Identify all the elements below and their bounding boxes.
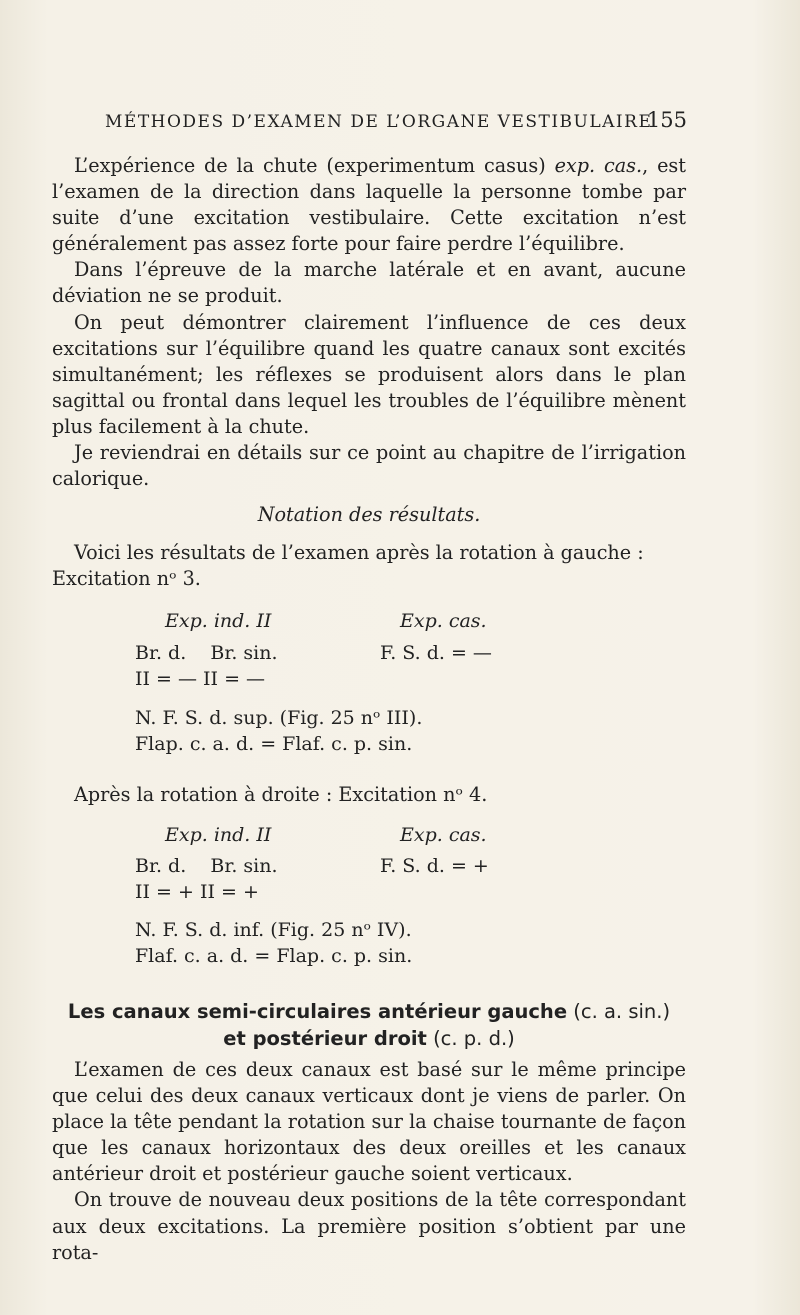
paragraph: L’expérience de la chute (experimentum casus) exp. cas., est l’examen de la direction dans laquelle la personne tombe par suite d’une excitation vestibulaire. Cette excitation n’est généralement pas assez forte pour faire perdre l’équilibre. xyxy=(52,154,686,256)
paragraph: On trouve de nouveau deux positions de la tête correspondant aux deux excitations. La première position s’obtient par une rota- xyxy=(52,1188,686,1264)
results-intro-line: Voici les résultats de l’examen après la rotation à gauche : xyxy=(74,541,644,564)
formula-row: II = — II = — xyxy=(135,668,266,690)
formula-line: Flap. c. a. d. = Flaf. c. p. sin. xyxy=(135,733,413,755)
results-right-line: Après la rotation à droite : Excitation nᵒ 4. xyxy=(74,783,488,806)
formula-head-right: Exp. cas. xyxy=(400,824,487,846)
notation-heading: Notation des résultats. xyxy=(257,503,481,526)
formula-head-left: Exp. ind. II xyxy=(165,610,272,632)
section-heading-line2: et postérieur droit (c. p. d.) xyxy=(223,1027,515,1050)
running-header xyxy=(105,108,687,132)
formula-row: F. S. d. = + xyxy=(380,855,489,877)
formula-head-right: Exp. cas. xyxy=(400,610,487,632)
results-intro xyxy=(52,540,686,592)
running-title: MÉTHODES D’EXAMEN DE L’ORGANE VESTIBULAIRE xyxy=(105,112,653,132)
formula-line: N. F. S. d. sup. (Fig. 25 nᵒ III). xyxy=(135,707,423,729)
formula-row: Br. d. Br. sin. xyxy=(135,855,278,877)
paragraph: Dans l’épreuve de la marche latérale et en avant, aucune déviation ne se produit. xyxy=(52,258,686,308)
section-heading-line1: Les canaux semi-circulaires antérieur gauche (c. a. sin.) xyxy=(67,1000,671,1023)
text-block-1 xyxy=(52,153,686,492)
formula-line: N. F. S. d. inf. (Fig. 25 nᵒ IV). xyxy=(135,919,412,941)
paragraph: Je reviendrai en détails sur ce point au chapitre de l’irrigation calorique. xyxy=(52,441,686,491)
section-heading xyxy=(52,998,686,1052)
formula-row: II = + II = + xyxy=(135,881,259,903)
paragraph: On peut démontrer clairement l’influence de ces deux excitations sur l’équilibre quand les quatre canaux sont excités simultanément; les réflexes se produisent alors dans le plan sagittal ou frontal dans lequel les troubles de l’équilibre mènent plus facilement à la chute. xyxy=(52,310,686,438)
formula-row: Br. d. Br. sin. xyxy=(135,642,278,664)
excitation-label: Excitation nᵒ 3. xyxy=(52,567,201,591)
page-number: 155 xyxy=(646,108,687,132)
formula-line: Flaf. c. a. d. = Flap. c. p. sin. xyxy=(135,945,413,967)
text-block-2 xyxy=(52,1057,686,1266)
formula-head-left: Exp. ind. II xyxy=(165,824,272,846)
paragraph: L’examen de ces deux canaux est basé sur le même principe que celui des deux canaux verticaux dont je viens de parler. On place la tête pendant la rotation sur la chaise tournante de façon que les canaux horizontaux des deux oreilles et les canaux antérieur droit et postérieur gauche soient verticaux. xyxy=(52,1058,686,1186)
results-right xyxy=(52,782,686,808)
formula-row: F. S. d. = — xyxy=(380,642,492,664)
